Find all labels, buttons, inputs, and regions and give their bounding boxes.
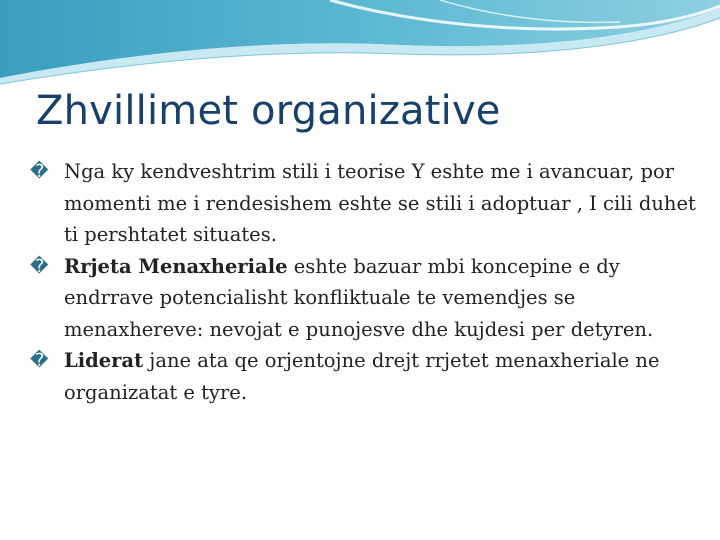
header-wave-decoration bbox=[0, 0, 720, 90]
bullet-icon: � bbox=[30, 161, 49, 182]
slide-body bbox=[30, 156, 700, 408]
bullet-icon: � bbox=[30, 255, 49, 277]
paragraph-3-bold: Liderat bbox=[64, 349, 144, 372]
slide-title: Zhvillimet organizative bbox=[36, 88, 501, 134]
bullet-icon: � bbox=[30, 350, 49, 371]
paragraph-3-text: jane ata qe orjentojne drejt rrjetet menaxheriale ne organizatat e tyre. bbox=[64, 349, 660, 404]
paragraph-1 bbox=[30, 156, 700, 251]
paragraph-2-text: eshte bazuar mbi koncepine e dy endrrave potencialisht konfliktuale te vemendjes se menaxhereve: nevojat e punojesve dhe kujdesi per detyren. bbox=[64, 254, 654, 341]
paragraph-2 bbox=[30, 251, 700, 346]
paragraph-3 bbox=[30, 345, 700, 408]
paragraph-2-bold: Rrjeta Menaxheriale bbox=[64, 254, 288, 278]
paragraph-1-text: Nga ky kendveshtrim stili i teorise Y eshte me i avancuar, por momenti me i rendesishem eshte se stili i adoptuar , I cili duhet ti pershtatet situates. bbox=[64, 160, 696, 246]
